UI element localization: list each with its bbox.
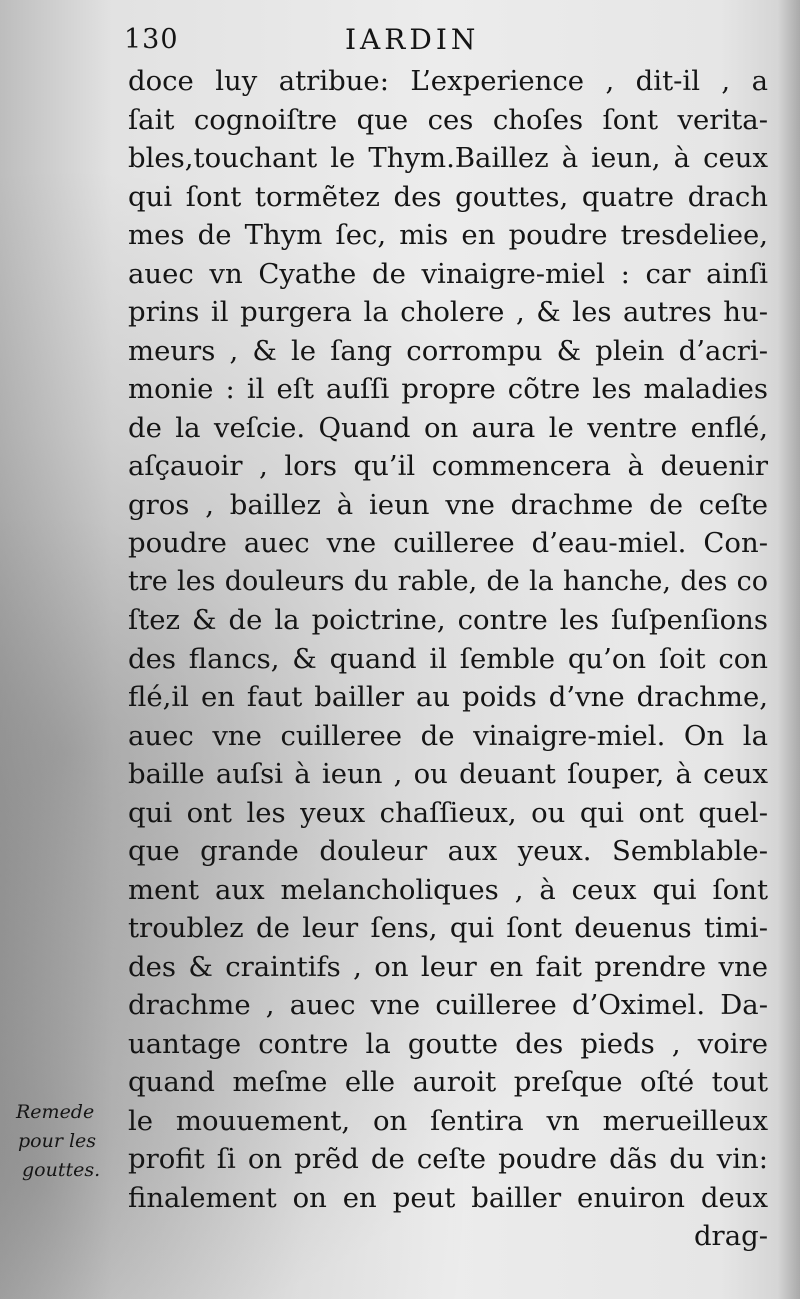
margin-note-line: gouttes. xyxy=(22,1159,101,1181)
text-line: troublez de leur ſens, qui ſont deuenus timi- xyxy=(128,912,768,944)
margin-note xyxy=(16,1098,116,1185)
text-line: tre les douleurs du rable, de la hanche, des co xyxy=(128,565,768,597)
text-line: des flancs, & quand il ſemble qu’on ſoit con xyxy=(128,642,768,675)
text-line: bles,touchant le Thym.Baillez à ieun, à ceux xyxy=(128,142,768,174)
text-line: gros , baillez à ieun vne drachme de ceſte xyxy=(128,488,768,521)
page-edge-shadow xyxy=(778,0,800,1299)
text-line: drachme , auec vne cuilleree d’Oximel. Da- xyxy=(128,989,768,1021)
text-line: qui ſont tormẽtez des gouttes, quatre drach xyxy=(128,180,768,213)
text-line: doce luy atribue: L’experience , dit-il , a xyxy=(128,65,768,97)
text-line: ſtez & de la poictrine, contre les ſuſpenſions xyxy=(128,604,768,636)
body-text xyxy=(128,62,768,1256)
running-title: IARDIN xyxy=(345,23,480,56)
text-line: finalement on en peut bailler enuiron deux xyxy=(128,1181,768,1214)
margin-note-line: pour les xyxy=(18,1130,97,1152)
text-line: meurs , & le ſang corrompu & plein d’acri- xyxy=(128,334,768,367)
text-line: mes de Thym ſec, mis en poudre tresdeliee, xyxy=(128,219,768,251)
text-line: poudre auec vne cuilleree d’eau-miel. Con- xyxy=(128,527,768,559)
text-line: monie : il eſt auſſi propre cõtre les maladies xyxy=(128,373,768,405)
text-line: ſait cognoiſtre que ces choſes ſont verita- xyxy=(128,103,768,136)
text-line: profit ſi on prẽd de ceſte poudre dãs du vin: xyxy=(128,1143,768,1175)
text-line: prins il purgera la cholere , & les autres hu- xyxy=(128,296,768,328)
text-line: aſçauoir , lors qu’il commencera à deuenir xyxy=(128,450,768,482)
margin-note-line: Remede xyxy=(16,1101,95,1123)
text-line: auec vn Cyathe de vinaigre-miel : car ainſi xyxy=(128,257,768,290)
text-line: uantage contre la goutte des pieds , voire xyxy=(128,1027,768,1060)
text-line: quand meſme elle auroit preſque oſté tout xyxy=(128,1066,768,1098)
text-line: que grande douleur aux yeux. Semblable- xyxy=(128,835,768,867)
text-line: le mouuement, on ſentira vn merueilleux xyxy=(128,1104,768,1137)
text-line: des & craintifs , on leur en fait prendre vne xyxy=(128,950,768,983)
text-line: de la veſcie. Quand on aura le ventre enflé, xyxy=(128,411,768,444)
text-line: baille auſsi à ieun , ou deuant ſouper, à ceux xyxy=(128,758,768,790)
page-number: 130 xyxy=(124,24,179,55)
text-line: auec vne cuilleree de vinaigre-miel. On la xyxy=(128,719,768,752)
text-line: ment aux melancholiques , à ceux qui ſont xyxy=(128,873,768,906)
text-line: qui ont les yeux chaſſieux, ou qui ont quel- xyxy=(128,796,768,829)
text-line: flé,il en faut bailler au poids d’vne drachme, xyxy=(128,681,768,713)
catchword: drag- xyxy=(693,1220,768,1252)
